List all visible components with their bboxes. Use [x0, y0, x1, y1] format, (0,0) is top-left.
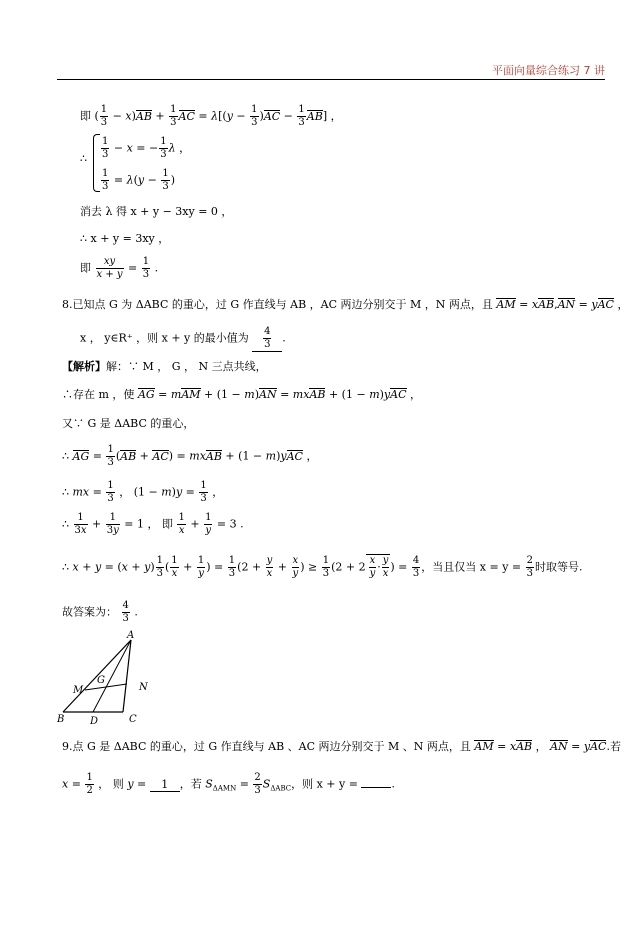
- solution7-therefore-sign: ∴: [80, 152, 87, 165]
- system-eq2: $\frac{1}{3}$ = λ(y − $\frac{1}{3}$ ): [102, 168, 175, 192]
- blank-1: 1: [150, 778, 180, 792]
- final-answer-line: 故答案为： $\frac{4}{3}$ .: [62, 600, 138, 624]
- label-N: N: [139, 682, 148, 693]
- line1-prefix: 即: [80, 109, 91, 123]
- system-eq1: $\frac{1}{3}$ − x = − $\frac{1}{3}$ λ ，: [102, 136, 191, 160]
- therefore-line: ∴ x + y = 3xy ，: [80, 232, 170, 245]
- header-title: 平面向量综合练习 7 讲: [492, 64, 605, 77]
- problem8-stem: 8.已知点 G 为 ΔABC 的重心，过 G 作直线与 AB ，AC 两边分别交于 M ，N 两点，且 AM = xAB,AN = yAC ，: [62, 298, 629, 311]
- step1-line: ∴存在 m ，使 AG = mAM + (1 − m)AN = mxAB + (1 − m)yAC ，: [62, 388, 422, 401]
- header-divider: [57, 79, 605, 80]
- label-B: B: [57, 714, 65, 725]
- label-A: A: [127, 630, 135, 641]
- label-C: C: [129, 714, 137, 725]
- frac: $\frac{1}{3}$: [251, 104, 258, 128]
- label-M: M: [73, 685, 84, 696]
- problem9-stem: 9.点 G 是 ΔABC 的重心，过 G 作直线与 AB 、AC 两边分别交于 M 、N 两点，且 AM = xAB ， AN = yAC.若: [62, 740, 621, 753]
- frac: $\frac{1}{3}$: [170, 104, 177, 128]
- blank-2: [361, 787, 391, 788]
- triangle-figure: [55, 630, 165, 725]
- step5-line: ∴ $\frac{1}{3x}$ + $\frac{1}{3y}$ = 1 ， 即 $\frac{1}{x}$ + $\frac{1}{y}$ = 3 .: [62, 512, 244, 536]
- elimination-line: 消去 λ 得 x + y − 3xy = 0 ，: [80, 205, 233, 218]
- problem9-stem-cont: x = $\frac{1}{2}$ ， 则 y = 1 ，若 $S_{\Delta AMN}$ = $\frac{2}{3}$ $S_{\Delta ABC}$，则 x + y = .: [62, 772, 395, 796]
- analysis-line: 【解析】解：∵ M ， G ， N 三点共线，: [62, 360, 267, 373]
- frac: $\frac{1}{3}$: [298, 104, 305, 128]
- frac: $\frac{1}{3}$: [100, 104, 108, 128]
- problem8-stem-cont: x ， y∈R⁺ ，则 x + y 的最小值为 $\frac{4}{3}$ .: [80, 326, 286, 350]
- answer-blank: $\frac{4}{3}$: [252, 326, 282, 352]
- equation-brace: [93, 134, 100, 192]
- label-G: G: [97, 675, 105, 686]
- step6-line: ∴ x + y = (x + y) $\frac{1}{3}$ ( $\frac{1}{x}$ + $\frac{1}{y}$ ) = $\frac{1}{3}$ (2 + $\frac{y}{x}$ + $\frac{x}{y}$ ) ≥ $\frac{1}{3}$ (2 + 2 $\frac{x}{y}$ · $\frac{y}{x}$ ) = $\frac{4}{3}$ ，当且仅当 x = y = $\frac{2}{3}$ 时取等号.: [62, 555, 583, 579]
- step2-line: 又∵ G 是 ΔABC 的重心，: [62, 417, 195, 430]
- edge-AC: [123, 640, 131, 712]
- step3-line: ∴ AG = $\frac{1}{3}$ (AB + AC) = mxAB + (1 − m)yAC ，: [62, 444, 318, 468]
- step4-line: ∴ mx = $\frac{1}{3}$ ， (1 − m)y = $\frac{1}{3}$ ，: [62, 480, 224, 504]
- conclusion-line: 即 $\frac{xy}{x + y}$ = $\frac{1}{3}$ .: [80, 256, 159, 280]
- label-D: D: [90, 716, 99, 725]
- solution7-line1: 即 ( $\frac{1}{3}$ − x)AB + $\frac{1}{3}$ AC = λ[(y − $\frac{1}{3}$ )AC − $\frac{1}{3}$ AB] ，: [80, 104, 342, 128]
